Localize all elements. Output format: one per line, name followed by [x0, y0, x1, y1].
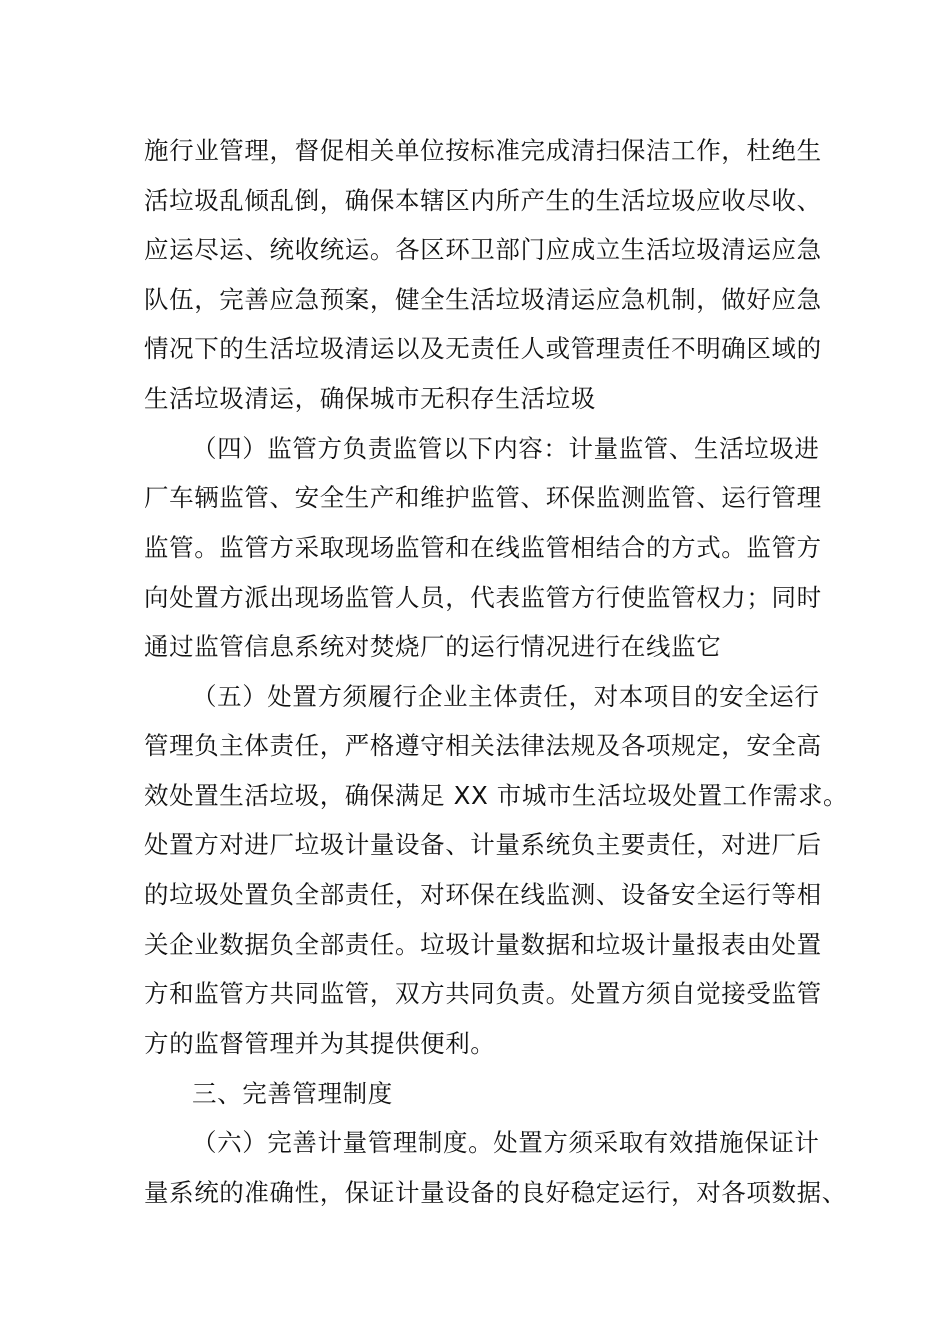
text-line: 的垃圾处置负全部责任，对环保在线监测、设备安全运行等相 — [144, 880, 822, 909]
paragraph-start-line: （六）完善计量管理制度。处置方须采取有效措施保证计 — [192, 1128, 820, 1157]
text-line: 关企业数据负全部责任。垃圾计量数据和垃圾计量报表由处置 — [144, 930, 822, 959]
text-line: 效处置生活垃圾，确保满足 XX 市城市生活垃圾处置工作需求。 — [144, 781, 849, 810]
text-line: 方的监督管理并为其提供便利。 — [144, 1029, 496, 1058]
text-line: 活垃圾乱倾乱倒，确保本辖区内所产生的生活垃圾应收尽收、 — [144, 186, 822, 215]
text-line: 量系统的准确性，保证计量设备的良好稳定运行，对各项数据、 — [144, 1178, 847, 1207]
text-line: 监管。监管方采取现场监管和在线监管相结合的方式。监管方 — [144, 533, 822, 562]
text-line: 通过监管信息系统对焚烧厂的运行情况进行在线监它 — [144, 632, 722, 661]
text-line: 向处置方派出现场监管人员，代表监管方行使监管权力；同时 — [144, 583, 822, 612]
text-line: 生活垃圾清运，确保城市无积存生活垃圾 — [144, 384, 596, 413]
text-line: 应运尽运、统收统运。各区环卫部门应成立生活垃圾清运应急 — [144, 235, 822, 264]
text-line: 施行业管理，督促相关单位按标准完成清扫保洁工作，杜绝生 — [144, 136, 822, 165]
paragraph-start-line: （四）监管方负责监管以下内容：计量监管、生活垃圾进 — [192, 434, 820, 463]
text-line: 队伍，完善应急预案，健全生活垃圾清运应急机制，做好应急 — [144, 285, 822, 314]
text-line: 厂车辆监管、安全生产和维护监管、环保监测监管、运行管理 — [144, 483, 822, 512]
section-heading: 三、完善管理制度 — [192, 1079, 393, 1108]
text-line: 管理负主体责任，严格遵守相关法律法规及各项规定，安全高 — [144, 731, 822, 760]
text-line: 方和监管方共同监管，双方共同负责。处置方须自觉接受监管 — [144, 979, 822, 1008]
paragraph-start-line: （五）处置方须履行企业主体责任，对本项目的安全运行 — [192, 682, 820, 711]
text-line: 处置方对进厂垃圾计量设备、计量系统负主要责任，对进厂后 — [144, 830, 822, 859]
text-line: 情况下的生活垃圾清运以及无责任人或管理责任不明确区域的 — [144, 334, 822, 363]
